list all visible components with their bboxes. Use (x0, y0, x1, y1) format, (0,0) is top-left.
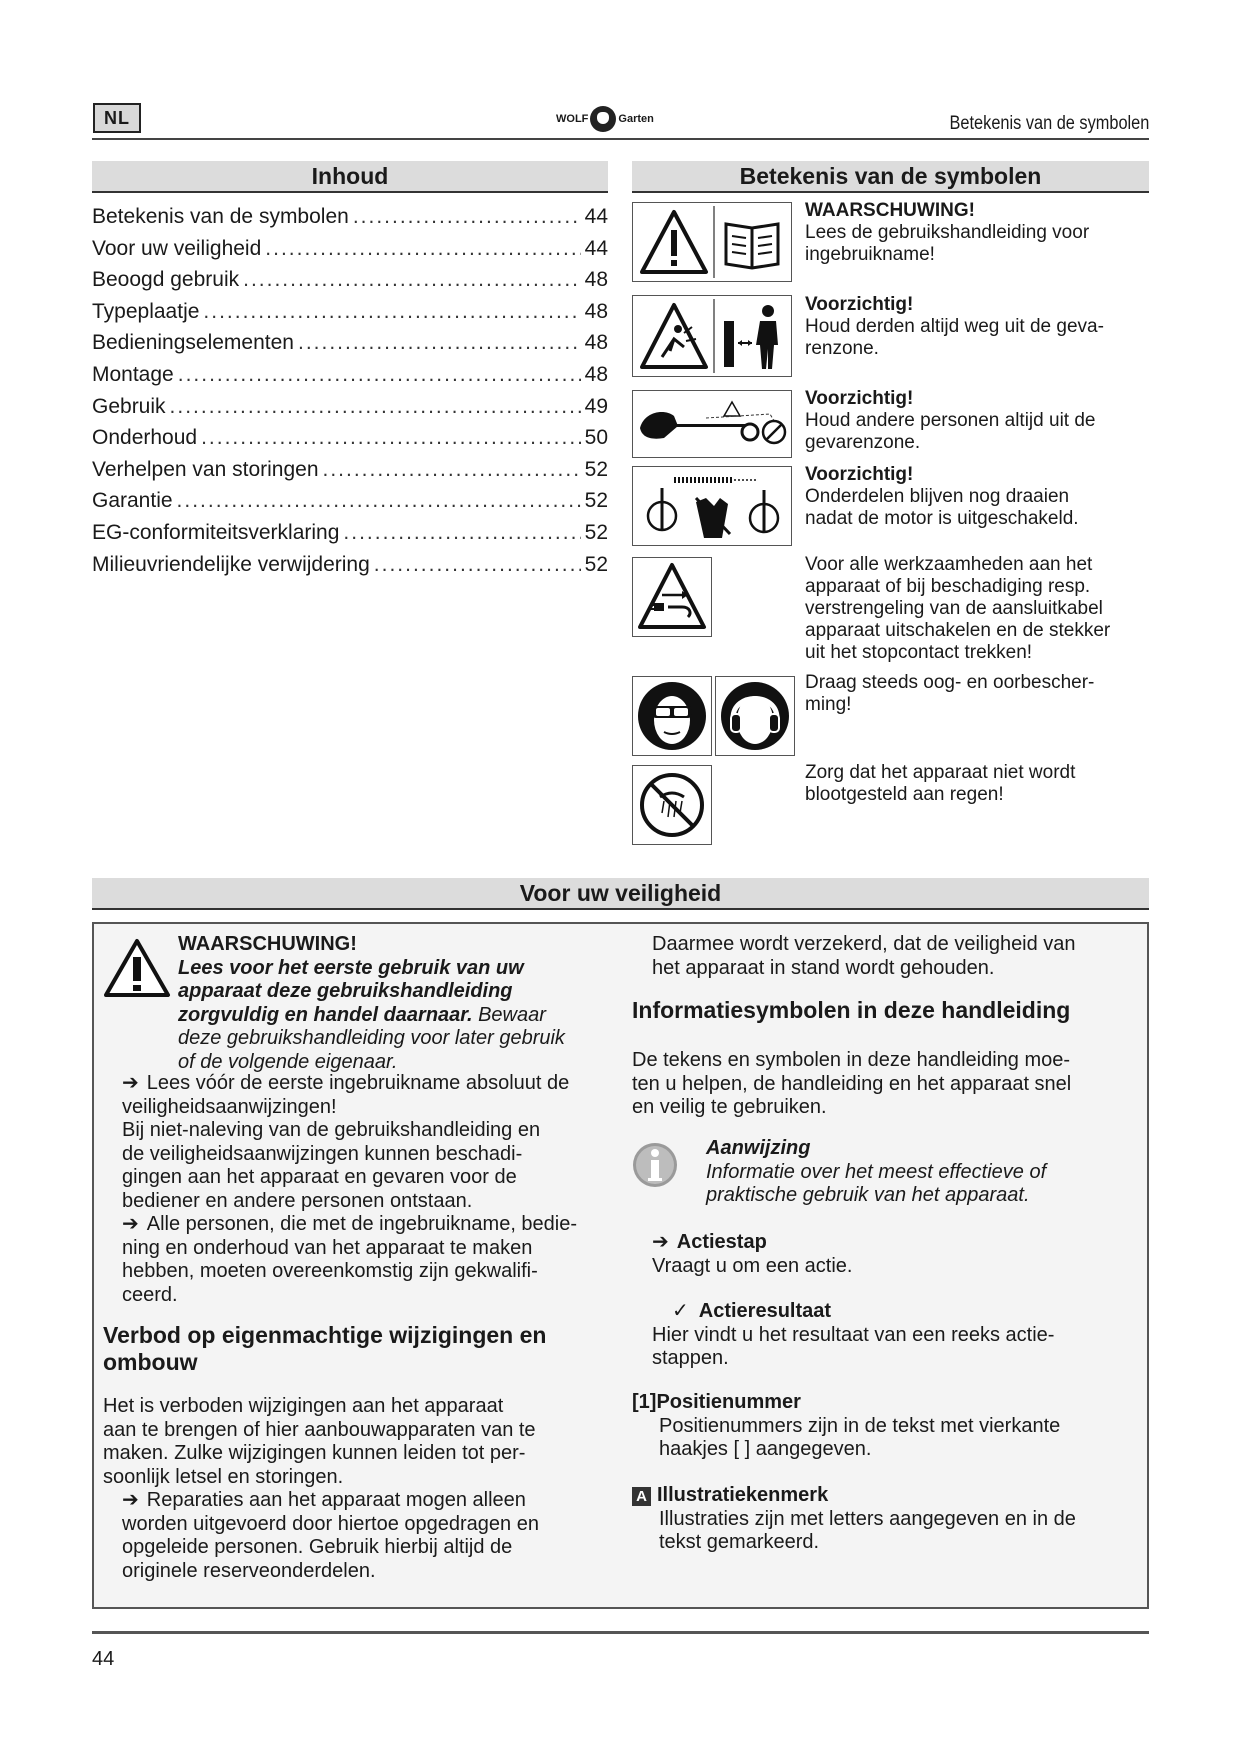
brand-logo (556, 104, 654, 134)
ear-protection-icon (715, 676, 795, 756)
arrow-icon: ➔ (652, 1231, 669, 1253)
trimmer-danger-zone-icon (632, 390, 792, 458)
toc-title: Inhoud (92, 161, 608, 193)
symbols-title: Betekenis van de symbolen (632, 161, 1149, 193)
arrow-icon: ➔ (122, 1213, 139, 1235)
symbol-description: Voor alle werkzaamheden aan het apparaat of bij beschadiging resp. verstrengeling van de aansluitkabel apparaat uitschakelen en de stekker uit het stopcontact trekken! (805, 554, 1111, 663)
subheading-modifications: Verbod op eigenmachtige wijzigingen en ombouw (103, 1322, 547, 1375)
toc-entry[interactable]: Gebruik ..... 49 (92, 395, 608, 427)
subheading-info-symbols: Informatiesymbolen in deze handleiding (632, 997, 1071, 1023)
logo-text-left: WOLF (556, 113, 589, 125)
toc-entry[interactable]: Bedieningselementen ..... 48 (92, 331, 608, 363)
modifications-text: Het is verboden wijzigingen aan het apparaat aan te brengen of hier aanbouwapparaten van te maken. Zulke wijzigingen kunnen leiden tot per- soonlijk letsel en storingen. ➔ Reparaties aan het apparaat mogen alleen worden uitgevoerd door hiertoe opgedragen en opgeleide personen. Gebruik hierbij altijd de originele reserveonderdelen. (103, 1395, 539, 1582)
header-divider (92, 138, 1149, 140)
safety-left-text: ➔ Lees vóór de eerste ingebruikname absoluut de veiligheidsaanwijzingen! Bij niet-naleving van de gebruikshandleiding en de veiligheidsaanwijzingen kunnen beschadi- gingen aan het apparaat en gevaren voor de bediener en andere personen ontstaan. ➔ Alle personen, die met de ingebruikname, bedie- ning en onderhoud van het apparaat te maken hebben, moeten overeenkomstig zijn gekwalifi- ceerd. (122, 1072, 578, 1306)
info-symbols-text: De tekens en symbolen in deze handleiding moe- ten u helpen, de handleiding en het apparaat snel en veilig te gebruiken. (632, 1049, 1072, 1118)
toc-entry[interactable]: Verhelpen van storingen ..... 52 (92, 458, 608, 490)
wolf-head-icon (590, 106, 616, 132)
page-number: 44 (92, 1648, 115, 1670)
illustration-mark-block: A Illustratiekenmerk Illustraties zijn met letters aangegeven en in de tekst gemarkeerd. (632, 1484, 1144, 1555)
toc-entry[interactable]: Onderhoud ..... 50 (92, 426, 608, 458)
symbol-description: Voorzichtig! Houd derden altijd weg uit de geva- renzone. (805, 294, 1104, 359)
table-of-contents (92, 205, 608, 584)
logo-text-right: Garten (618, 113, 654, 125)
symbol-description: WAARSCHUWING! Lees de gebruikshandleiding voor ingebruikname! (805, 200, 1090, 265)
arrow-icon: ➔ (122, 1489, 139, 1511)
safety-right-intro: Daarmee wordt verzekerd, dat de veiligheid van het apparaat in stand wordt gehouden. (652, 933, 1076, 979)
language-badge: NL (93, 103, 141, 133)
toc-entry[interactable]: EG-conformiteitsverklaring ..... 52 (92, 521, 608, 553)
warning-triangle-icon (102, 937, 172, 999)
toc-entry[interactable]: Beoogd gebruik ..... 48 (92, 268, 608, 300)
rotating-parts-icon (632, 466, 792, 546)
hint-block: Aanwijzing Informatie over het meest effectieve of praktische gebruik van het apparaat. (706, 1137, 1047, 1206)
position-number-block: [1]Positienummer Positienummers zijn in de tekst met vierkante haakjes [ ] aangegeven. (632, 1391, 1061, 1460)
no-rain-icon (632, 765, 712, 845)
eye-protection-icon (632, 676, 712, 756)
toc-entry[interactable]: Garantie ..... 52 (92, 489, 608, 521)
symbol-description: Voorzichtig! Houd andere personen altijd uit de gevarenzone. (805, 388, 1096, 453)
symbol-description: Draag steeds oog- en oorbescher- ming! (805, 672, 1095, 715)
safety-title: Voor uw veiligheid (92, 878, 1149, 910)
info-icon (632, 1140, 678, 1190)
toc-entry[interactable]: Betekenis van de symbolen ..... 44 (92, 205, 608, 237)
illustration-badge: A (632, 1487, 651, 1506)
checkmark-icon: ✓ (672, 1300, 689, 1322)
symbol-description: Zorg dat het apparaat niet wordt blootgesteld aan regen! (805, 762, 1076, 805)
action-result-block: ✓ Actieresultaat Hier vindt u het resultaat van een reeks actie- stappen. (652, 1300, 1055, 1369)
unplug-icon (632, 557, 712, 637)
running-header: Betekenis van de symbolen (949, 113, 1149, 134)
warning-block: WAARSCHUWING! Lees voor het eerste gebruik van uw apparaat deze gebruikshandleiding zorgvuldig en handel daarnaar. Bewaar deze gebruikshandleiding voor later gebruik of de volgende eigenaar. (178, 933, 565, 1073)
toc-entry[interactable]: Milieuvriendelijke verwijdering ..... 52 (92, 553, 608, 585)
toc-entry[interactable]: Montage ..... 48 (92, 363, 608, 395)
toc-entry[interactable]: Voor uw veiligheid ..... 44 (92, 237, 608, 269)
footer-divider (92, 1631, 1149, 1634)
warning-book-icon (632, 202, 792, 282)
keep-distance-icon (632, 295, 792, 377)
action-step-block: ➔ Actiestap Vraagt u om een actie. (652, 1231, 853, 1277)
symbol-description: Voorzichtig! Onderdelen blijven nog draaien nadat de motor is uitgeschakeld. (805, 464, 1079, 529)
toc-entry[interactable]: Typeplaatje ..... 48 (92, 300, 608, 332)
arrow-icon: ➔ (122, 1072, 139, 1094)
